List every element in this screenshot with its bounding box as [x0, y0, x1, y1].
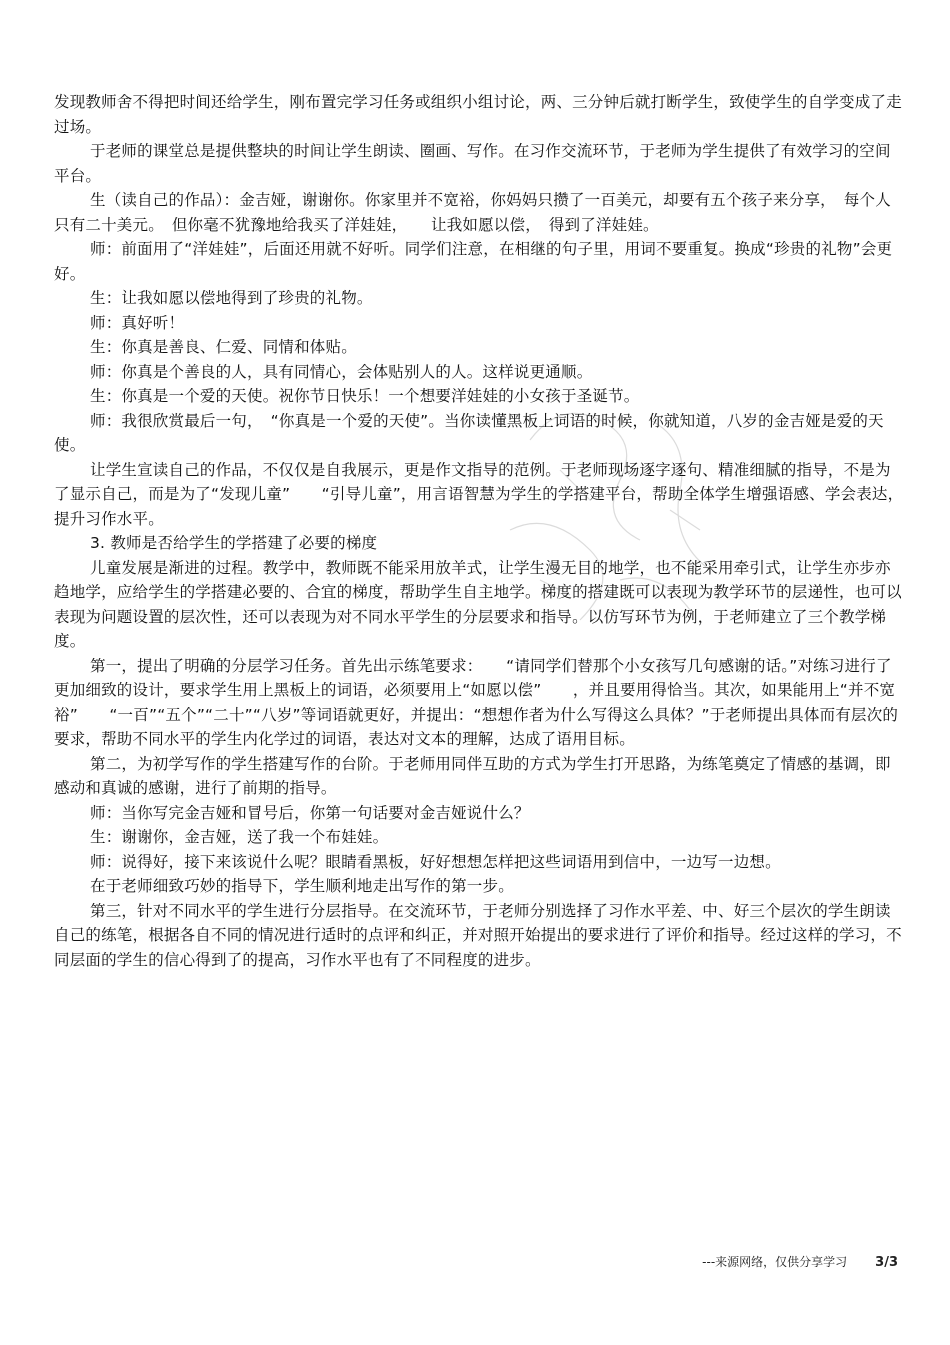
paragraph: 师：说得好，接下来该说什么呢？眼睛看黑板，好好想想怎样把这些词语用到信中，一边写一边想。	[90, 852, 781, 871]
paragraph: 师：你真是个善良的人，具有同情心，会体贴别人的人。这样说更通顺。	[90, 362, 593, 381]
paragraph: 师：当你写完金吉娅和冒号后，你第一句话要对金吉娅说什么？	[90, 803, 530, 822]
paragraph: 师：前面用了“洋娃娃”，后面还用就不好听。同学们注意，在相继的句子里，用词不要重复。换成“珍贵的礼物”会更好。	[54, 240, 893, 283]
paragraph: 生（读自己的作品）：金吉娅，谢谢你。你家里并不宽裕，你妈妈只攒了一百美元，却要有五个孩子来分享， 每个人只有二十美元。 但你毫不犹豫地给我买了洋娃娃， 让我如愿以偿， 得到了洋娃娃。	[54, 191, 891, 234]
source-note: ---来源网络，仅供分享学习	[702, 1255, 848, 1269]
article-body	[54, 90, 904, 972]
paragraph: 第三，针对不同水平的学生进行分层指导。在交流环节，于老师分别选择了习作水平差、中、好三个层次的学生朗读自己的练笔，根据各自不同的情况进行适时的点评和纠正，并对照开始提出的要求进行了评价和指导。经过这样的学习，不同层面的学生的信心得到了的提高，习作水平也有了不同程度的进步。	[54, 901, 902, 969]
page-footer	[702, 1253, 898, 1270]
paragraph: 生：谢谢你，金吉娅，送了我一个布娃娃。	[90, 828, 389, 846]
paragraph: 生：你真是善良、仁爱、同情和体贴。	[90, 338, 357, 356]
paragraph: 师：真好听！	[90, 313, 185, 332]
paragraph: 让学生宣读自己的作品，不仅仅是自我展示，更是作文指导的范例。于老师现场逐字逐句、精准细腻的指导，不是为了显示自己，而是为了“发现儿童” “引导儿童”，用言语智慧为学生的学搭建平台，帮助全体学生增强语感、学会表达，提升习作水平。	[54, 460, 904, 528]
paragraph: 第二，为初学写作的学生搭建写作的台阶。于老师用同伴互助的方式为学生打开思路，为练笔奠定了情感的基调，即感动和真诚的感谢，进行了前期的指导。	[54, 754, 891, 797]
paragraph: 于老师的课堂总是提供整块的时间让学生朗读、圈画、写作。在习作交流环节，于老师为学生提供了有效学习的空间平台。	[54, 142, 891, 185]
paragraph: 生：让我如愿以偿地得到了珍贵的礼物。	[90, 289, 373, 307]
paragraph: 第一，提出了明确的分层学习任务。首先出示练笔要求： “请同学们替那个小女孩写几句感谢的话。”对练习进行了更加细致的设计，要求学生用上黑板上的词语，必须要用上“如愿以偿” ，并且要用得恰当。其次，如果能用上“并不宽裕” “一百”“五个”“二十”“八岁”等词语就更好，并提出：“想想作者为什么写得这么具体？”于老师提出具体而有层次的要求，帮助不同水平的学生内化学过的词语，表达对文本的理解，达成了语用目标。	[54, 656, 899, 748]
paragraph: 3. 教师是否给学生的学搭建了必要的梯度	[90, 534, 378, 552]
paragraph: 师：我很欣赏最后一句， “你真是一个爱的天使”。当你读懂黑板上词语的时候，你就知道，八岁的金吉娅是爱的天使。	[54, 411, 884, 454]
paragraph: 儿童发展是渐进的过程。教学中，教师既不能采用放羊式，让学生漫无目的地学，也不能采用牵引式，让学生亦步亦趋地学，应给学生的学搭建必要的、合宜的梯度，帮助学生自主地学。梯度的搭建既可以表现为教学环节的层递性，也可以表现为问题设置的层次性，还可以表现为对不同水平学生的分层要求和指导。以仿写环节为例，于老师建立了三个教学梯度。	[54, 558, 902, 650]
page-number: 3/3	[875, 1255, 898, 1270]
paragraph: 在于老师细致巧妙的指导下，学生顺利地走出写作的第一步。	[90, 877, 514, 895]
paragraph: 发现教师舍不得把时间还给学生，刚布置完学习任务或组织小组讨论，两、三分钟后就打断学生，致使学生的自学变成了走过场。	[54, 93, 902, 136]
paragraph: 生：你真是一个爱的天使。祝你节日快乐！一个想要洋娃娃的小女孩于圣诞节。	[90, 387, 640, 405]
